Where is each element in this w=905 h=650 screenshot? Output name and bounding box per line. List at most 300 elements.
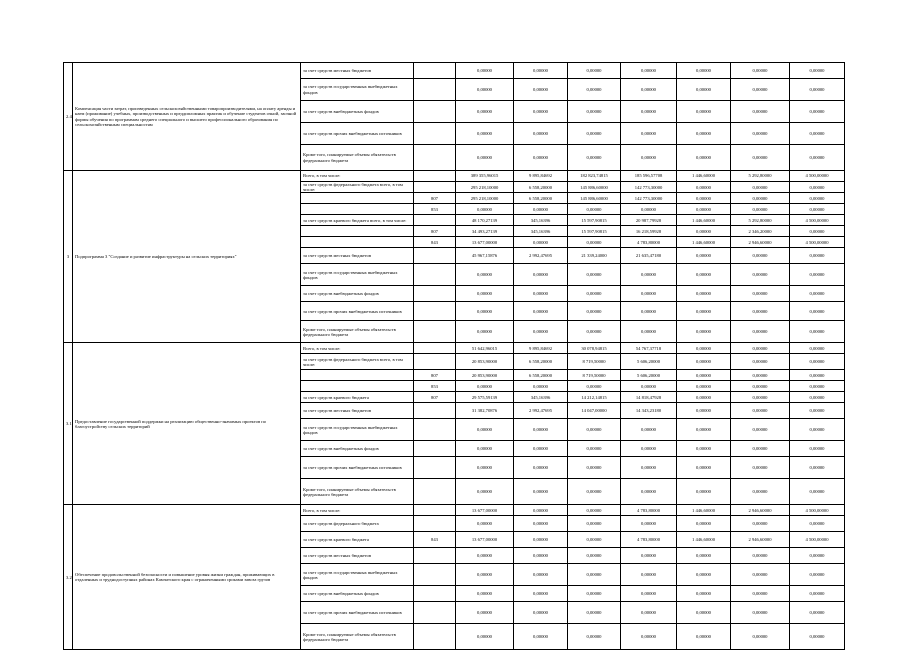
amount-cell: 31 382,70876 — [456, 403, 514, 419]
amount-cell: 0,00000 — [568, 79, 621, 101]
amount-cell: 0,00000 — [568, 286, 621, 302]
amount-cell: 0,00000 — [456, 457, 514, 479]
amount-cell: 185 596,57708 — [621, 171, 677, 182]
amount-cell: 0,00000 — [677, 403, 731, 419]
amount-cell: 0,00000 — [731, 204, 790, 215]
amount-cell: 0,00000 — [790, 548, 845, 564]
amount-cell: 0,00000 — [456, 602, 514, 624]
amount-cell: 4 500,00000 — [790, 237, 845, 248]
amount-cell: 0,00000 — [731, 343, 790, 354]
amount-cell: 0,00000 — [514, 505, 568, 516]
amount-cell: 5 606,20000 — [621, 370, 677, 381]
amount-cell: 0,00000 — [568, 63, 621, 79]
amount-cell: 0,00000 — [790, 381, 845, 392]
amount-cell: 0,00000 — [790, 479, 845, 505]
budget-code — [414, 602, 456, 624]
budget-code — [414, 354, 456, 370]
amount-cell: 0,00000 — [790, 403, 845, 419]
amount-cell: 0,00000 — [677, 264, 731, 286]
amount-cell: 0,00000 — [456, 516, 514, 532]
budget-code — [414, 286, 456, 302]
amount-cell: 2 946,60000 — [731, 532, 790, 548]
budget-code — [414, 215, 456, 226]
funding-source: Кроме того, планируемые объемы обязательств федерального бюджета — [301, 624, 414, 650]
amount-cell: 0,00000 — [456, 63, 514, 79]
amount-cell: 0,00000 — [568, 321, 621, 343]
budget-code — [414, 457, 456, 479]
row-index: 3.1 — [64, 343, 73, 505]
amount-cell: 13 677,00000 — [456, 532, 514, 548]
amount-cell: 0,00000 — [731, 286, 790, 302]
amount-cell: 0,00000 — [621, 204, 677, 215]
amount-cell: 4 783,80000 — [621, 532, 677, 548]
budget-code: 807 — [414, 392, 456, 403]
amount-cell: 0,00000 — [790, 564, 845, 586]
amount-cell: 0,00000 — [568, 548, 621, 564]
amount-cell: 0,00000 — [731, 392, 790, 403]
amount-cell: 295 218,10000 — [456, 193, 514, 204]
amount-cell: 14 047,00000 — [568, 403, 621, 419]
funding-source: за счет средств местных бюджетов — [301, 63, 414, 79]
amount-cell: 0,00000 — [731, 370, 790, 381]
amount-cell: 0,00000 — [731, 548, 790, 564]
amount-cell: 0,00000 — [621, 63, 677, 79]
table-row — [64, 343, 845, 354]
amount-cell: 0,00000 — [677, 602, 731, 624]
amount-cell: 0,00000 — [456, 79, 514, 101]
budget-code: 843 — [414, 237, 456, 248]
funding-source: за счет средств внебюджетных фондов — [301, 286, 414, 302]
amount-cell: 0,00000 — [514, 264, 568, 286]
amount-cell: 2 992,47695 — [514, 403, 568, 419]
amount-cell: 345,16396 — [514, 392, 568, 403]
measure-name: Подпрограмма 3 "Создание и развитие инфраструктуры на сельских территориях" — [73, 171, 301, 343]
amount-cell: 51 642,96015 — [456, 343, 514, 354]
budget-code — [414, 403, 456, 419]
funding-source: Кроме того, планируемые объемы обязательств федерального бюджета — [301, 321, 414, 343]
budget-code — [414, 548, 456, 564]
amount-cell: 1 446,60000 — [677, 532, 731, 548]
budget-code — [414, 171, 456, 182]
funding-source: за счет средств прочих внебюджетных источников — [301, 123, 414, 145]
amount-cell: 0,00000 — [731, 602, 790, 624]
amount-cell: 0,00000 — [514, 204, 568, 215]
amount-cell: 0,00000 — [456, 548, 514, 564]
amount-cell: 0,00000 — [790, 457, 845, 479]
row-index: 2.4 — [64, 63, 73, 171]
amount-cell: 0,00000 — [731, 354, 790, 370]
amount-cell: 2 946,60000 — [731, 237, 790, 248]
amount-cell: 0,00000 — [621, 602, 677, 624]
funding-source: Кроме того, планируемые объемы обязательств федерального бюджета — [301, 145, 414, 171]
amount-cell: 14 212,14815 — [568, 392, 621, 403]
funding-source: за счет средств федерального бюджета всего, в том числе: — [301, 354, 414, 370]
amount-cell: 0,00000 — [621, 479, 677, 505]
amount-cell: 0,00000 — [621, 457, 677, 479]
amount-cell: 0,00000 — [790, 392, 845, 403]
budget-code — [414, 123, 456, 145]
amount-cell: 0,00000 — [621, 548, 677, 564]
amount-cell: 0,00000 — [568, 237, 621, 248]
amount-cell: 0,00000 — [731, 321, 790, 343]
budget-code — [414, 343, 456, 354]
amount-cell: 0,00000 — [677, 79, 731, 101]
amount-cell: 0,00000 — [456, 264, 514, 286]
amount-cell: 0,00000 — [677, 226, 731, 237]
amount-cell: 0,00000 — [790, 79, 845, 101]
amount-cell: 345,16396 — [514, 226, 568, 237]
funding-source: за счет средств местных бюджетов — [301, 248, 414, 264]
amount-cell: 0,00000 — [677, 354, 731, 370]
amount-cell: 0,00000 — [677, 204, 731, 215]
budget-code — [414, 441, 456, 457]
amount-cell: 0,00000 — [568, 419, 621, 441]
budget-code — [414, 79, 456, 101]
amount-cell: 0,00000 — [731, 182, 790, 193]
amount-cell: 2 992,47695 — [514, 248, 568, 264]
amount-cell: 142 773,30000 — [621, 193, 677, 204]
amount-cell: 0,00000 — [568, 586, 621, 602]
amount-cell: 0,00000 — [677, 441, 731, 457]
funding-source: Всего, в том числе: — [301, 171, 414, 182]
amount-cell: 145 886,60000 — [568, 182, 621, 193]
amount-cell: 0,00000 — [514, 532, 568, 548]
amount-cell: 0,00000 — [621, 381, 677, 392]
amount-cell: 0,00000 — [677, 286, 731, 302]
amount-cell: 0,00000 — [456, 321, 514, 343]
budget-code — [414, 564, 456, 586]
amount-cell: 0,00000 — [568, 564, 621, 586]
table-row — [64, 171, 845, 182]
funding-source: за счет средств краевого бюджета всего, в том числе: — [301, 215, 414, 226]
amount-cell: 0,00000 — [790, 354, 845, 370]
amount-cell: 9 895,84692 — [514, 171, 568, 182]
row-index: 3.2 — [64, 505, 73, 650]
funding-source: за счет средств государственных внебюджетных фондов — [301, 79, 414, 101]
amount-cell: 0,00000 — [456, 286, 514, 302]
amount-cell: 0,00000 — [514, 441, 568, 457]
budget-code: 807 — [414, 226, 456, 237]
amount-cell: 0,00000 — [677, 392, 731, 403]
funding-source — [301, 204, 414, 215]
amount-cell: 0,00000 — [568, 516, 621, 532]
amount-cell: 0,00000 — [677, 564, 731, 586]
budget-table — [63, 62, 845, 650]
amount-cell: 0,00000 — [731, 101, 790, 123]
amount-cell: 0,00000 — [731, 193, 790, 204]
amount-cell: 0,00000 — [514, 602, 568, 624]
amount-cell: 0,00000 — [790, 286, 845, 302]
amount-cell: 0,00000 — [568, 624, 621, 650]
amount-cell: 0,00000 — [677, 381, 731, 392]
amount-cell: 0,00000 — [456, 145, 514, 171]
amount-cell: 0,00000 — [731, 302, 790, 321]
amount-cell: 0,00000 — [568, 441, 621, 457]
amount-cell: 345,16396 — [514, 215, 568, 226]
amount-cell: 0,00000 — [514, 302, 568, 321]
amount-cell: 0,00000 — [514, 457, 568, 479]
funding-source: за счет средств внебюджетных фондов — [301, 101, 414, 123]
amount-cell: 29 575,59139 — [456, 392, 514, 403]
funding-source: за счет средств внебюджетных фондов — [301, 441, 414, 457]
table-row — [64, 63, 845, 79]
amount-cell: 0,00000 — [568, 264, 621, 286]
amount-cell: 0,00000 — [677, 343, 731, 354]
amount-cell: 0,00000 — [731, 586, 790, 602]
funding-source: за счет средств федерального бюджета — [301, 516, 414, 532]
amount-cell: 0,00000 — [568, 602, 621, 624]
funding-source: за счет средств государственных внебюджетных фондов — [301, 264, 414, 286]
amount-cell: 0,00000 — [731, 381, 790, 392]
amount-cell: 0,00000 — [456, 302, 514, 321]
amount-cell: 0,00000 — [790, 145, 845, 171]
funding-source — [301, 226, 414, 237]
amount-cell: 54 767,37718 — [621, 343, 677, 354]
funding-source — [301, 237, 414, 248]
amount-cell: 0,00000 — [514, 516, 568, 532]
amount-cell: 0,00000 — [456, 479, 514, 505]
amount-cell: 0,00000 — [731, 624, 790, 650]
amount-cell: 4 783,80000 — [621, 505, 677, 516]
amount-cell: 0,00000 — [790, 370, 845, 381]
budget-code: 853 — [414, 204, 456, 215]
amount-cell: 0,00000 — [621, 145, 677, 171]
budget-code: 807 — [414, 370, 456, 381]
funding-source: за счет средств федерального бюджета всего, в том числе: — [301, 182, 414, 193]
amount-cell: 0,00000 — [790, 204, 845, 215]
amount-cell: 6 558,20000 — [514, 370, 568, 381]
amount-cell: 0,00000 — [790, 624, 845, 650]
amount-cell: 4 783,80000 — [621, 237, 677, 248]
budget-code: 853 — [414, 381, 456, 392]
amount-cell: 0,00000 — [621, 264, 677, 286]
amount-cell: 0,00000 — [731, 457, 790, 479]
amount-cell: 0,00000 — [514, 381, 568, 392]
budget-code — [414, 145, 456, 171]
amount-cell: 0,00000 — [514, 123, 568, 145]
amount-cell: 0,00000 — [677, 193, 731, 204]
amount-cell: 0,00000 — [514, 624, 568, 650]
amount-cell: 0,00000 — [514, 419, 568, 441]
amount-cell: 0,00000 — [568, 479, 621, 505]
amount-cell: 0,00000 — [731, 145, 790, 171]
amount-cell: 0,00000 — [568, 457, 621, 479]
amount-cell: 0,00000 — [731, 516, 790, 532]
amount-cell: 0,00000 — [456, 441, 514, 457]
amount-cell: 14 343,23180 — [621, 403, 677, 419]
amount-cell: 145 886,60000 — [568, 193, 621, 204]
amount-cell: 0,00000 — [790, 602, 845, 624]
amount-cell: 0,00000 — [456, 564, 514, 586]
amount-cell: 0,00000 — [731, 403, 790, 419]
funding-source: Всего, в том числе: — [301, 343, 414, 354]
amount-cell: 6 558,20000 — [514, 182, 568, 193]
amount-cell: 0,00000 — [790, 343, 845, 354]
amount-cell: 0,00000 — [731, 564, 790, 586]
budget-code — [414, 63, 456, 79]
amount-cell: 0,00000 — [568, 505, 621, 516]
amount-cell: 0,00000 — [731, 264, 790, 286]
amount-cell: 0,00000 — [621, 321, 677, 343]
budget-code — [414, 302, 456, 321]
amount-cell: 0,00000 — [514, 101, 568, 123]
amount-cell: 0,00000 — [621, 586, 677, 602]
funding-source — [301, 193, 414, 204]
amount-cell: 4 500,00000 — [790, 215, 845, 226]
amount-cell: 0,00000 — [790, 302, 845, 321]
amount-cell: 0,00000 — [621, 624, 677, 650]
amount-cell: 15 597,90815 — [568, 215, 621, 226]
amount-cell: 0,00000 — [790, 101, 845, 123]
amount-cell: 0,00000 — [456, 101, 514, 123]
amount-cell: 0,00000 — [677, 419, 731, 441]
table-row — [64, 505, 845, 516]
amount-cell: 142 773,30000 — [621, 182, 677, 193]
budget-code — [414, 248, 456, 264]
amount-cell: 0,00000 — [790, 226, 845, 237]
budget-code — [414, 264, 456, 286]
amount-cell: 389 355,96015 — [456, 171, 514, 182]
budget-code — [414, 321, 456, 343]
budget-code — [414, 624, 456, 650]
amount-cell: 0,00000 — [514, 564, 568, 586]
amount-cell: 8 719,50000 — [568, 354, 621, 370]
amount-cell: 0,00000 — [456, 419, 514, 441]
amount-cell: 20 853,90000 — [456, 370, 514, 381]
funding-source: за счет средств краевого бюджета — [301, 392, 414, 403]
amount-cell: 13 677,00000 — [456, 237, 514, 248]
amount-cell: 0,00000 — [677, 182, 731, 193]
amount-cell: 0,00000 — [731, 479, 790, 505]
amount-cell: 0,00000 — [731, 248, 790, 264]
amount-cell: 0,00000 — [677, 145, 731, 171]
amount-cell: 0,00000 — [514, 286, 568, 302]
amount-cell: 0,00000 — [731, 419, 790, 441]
amount-cell: 0,00000 — [621, 79, 677, 101]
amount-cell: 0,00000 — [790, 419, 845, 441]
amount-cell: 5 606,20000 — [621, 354, 677, 370]
amount-cell: 5 292,80000 — [731, 171, 790, 182]
measure-name: Компенсация части затрат, произведенных сельскохозяйственными товаропроизводителями, на оплату аренды и наем (проживание) учебных, производственных и преддипломных практик и обучение студентов очной, заочной формы обучения по программам среднего специального и высшего профессионального образования по сельскохозяйственным специальностям — [73, 63, 301, 171]
funding-source: Кроме того, планируемые объемы обязательств федерального бюджета — [301, 479, 414, 505]
funding-source: за счет средств прочих внебюджетных источников — [301, 302, 414, 321]
amount-cell: 5 292,80000 — [731, 215, 790, 226]
funding-source: за счет средств краевого бюджета — [301, 532, 414, 548]
amount-cell: 0,00000 — [621, 286, 677, 302]
amount-cell: 21 635,47180 — [621, 248, 677, 264]
amount-cell: 0,00000 — [621, 101, 677, 123]
amount-cell: 0,00000 — [790, 264, 845, 286]
funding-source: за счет средств местных бюджетов — [301, 548, 414, 564]
amount-cell: 1 446,60000 — [677, 171, 731, 182]
amount-cell: 0,00000 — [621, 302, 677, 321]
amount-cell: 48 170,27139 — [456, 215, 514, 226]
amount-cell: 0,00000 — [790, 586, 845, 602]
budget-code — [414, 586, 456, 602]
amount-cell: 0,00000 — [514, 237, 568, 248]
amount-cell: 0,00000 — [677, 123, 731, 145]
amount-cell: 0,00000 — [790, 321, 845, 343]
amount-cell: 0,00000 — [731, 123, 790, 145]
amount-cell: 15 597,90815 — [568, 226, 621, 237]
amount-cell: 0,00000 — [456, 624, 514, 650]
amount-cell: 0,00000 — [677, 548, 731, 564]
amount-cell: 0,00000 — [731, 63, 790, 79]
funding-source — [301, 370, 414, 381]
amount-cell: 0,00000 — [621, 419, 677, 441]
amount-cell: 4 500,00000 — [790, 171, 845, 182]
amount-cell: 0,00000 — [514, 79, 568, 101]
amount-cell: 0,00000 — [568, 302, 621, 321]
amount-cell: 1 446,60000 — [677, 215, 731, 226]
amount-cell: 0,00000 — [790, 182, 845, 193]
amount-cell: 0,00000 — [456, 586, 514, 602]
amount-cell: 21 339,24000 — [568, 248, 621, 264]
amount-cell: 0,00000 — [514, 63, 568, 79]
measure-name: Предоставление государственной поддержки на реализацию общественно-значимых проектов по благоустройству сельских территорий — [73, 343, 301, 505]
amount-cell: 6 558,20000 — [514, 354, 568, 370]
funding-source: за счет средств государственных внебюджетных фондов — [301, 419, 414, 441]
amount-cell: 20 853,90000 — [456, 354, 514, 370]
amount-cell: 0,00000 — [677, 457, 731, 479]
budget-code: 843 — [414, 532, 456, 548]
amount-cell: 30 078,94815 — [568, 343, 621, 354]
funding-source: за счет средств прочих внебюджетных источников — [301, 457, 414, 479]
funding-source: Всего, в том числе: — [301, 505, 414, 516]
budget-code — [414, 479, 456, 505]
amount-cell: 1 446,60000 — [677, 237, 731, 248]
amount-cell: 0,00000 — [456, 204, 514, 215]
amount-cell: 182 823,74815 — [568, 171, 621, 182]
amount-cell: 4 500,00000 — [790, 532, 845, 548]
amount-cell: 0,00000 — [790, 441, 845, 457]
amount-cell: 9 895,84692 — [514, 343, 568, 354]
funding-source: за счет средств местных бюджетов — [301, 403, 414, 419]
amount-cell: 20 987,79928 — [621, 215, 677, 226]
amount-cell: 0,00000 — [621, 123, 677, 145]
budget-code — [414, 182, 456, 193]
amount-cell: 2 946,60000 — [731, 505, 790, 516]
amount-cell: 0,00000 — [456, 381, 514, 392]
amount-cell: 0,00000 — [677, 321, 731, 343]
measure-name: Обеспечение продовольственной безопасности и повышение уровня жизни граждан, проживающих в отдаленных и труднодоступных районах Камчатского края с ограниченными сроками завоза грузов — [73, 505, 301, 650]
amount-cell: 0,00000 — [621, 516, 677, 532]
budget-code — [414, 101, 456, 123]
amount-cell: 4 500,00000 — [790, 505, 845, 516]
amount-cell: 0,00000 — [568, 532, 621, 548]
amount-cell: 0,00000 — [677, 63, 731, 79]
amount-cell: 0,00000 — [621, 441, 677, 457]
amount-cell: 0,00000 — [677, 586, 731, 602]
amount-cell: 295 218,10000 — [456, 182, 514, 193]
amount-cell: 0,00000 — [456, 123, 514, 145]
amount-cell: 13 677,00000 — [456, 505, 514, 516]
amount-cell: 0,00000 — [514, 321, 568, 343]
amount-cell: 0,00000 — [568, 381, 621, 392]
amount-cell: 0,00000 — [621, 564, 677, 586]
amount-cell: 0,00000 — [731, 79, 790, 101]
amount-cell: 0,00000 — [514, 548, 568, 564]
amount-cell: 0,00000 — [514, 479, 568, 505]
funding-source: за счет средств внебюджетных фондов — [301, 586, 414, 602]
amount-cell: 0,00000 — [514, 145, 568, 171]
amount-cell: 0,00000 — [677, 370, 731, 381]
amount-cell: 0,00000 — [790, 248, 845, 264]
amount-cell: 0,00000 — [677, 516, 731, 532]
budget-code: 807 — [414, 193, 456, 204]
budget-code — [414, 505, 456, 516]
amount-cell: 8 719,50000 — [568, 370, 621, 381]
